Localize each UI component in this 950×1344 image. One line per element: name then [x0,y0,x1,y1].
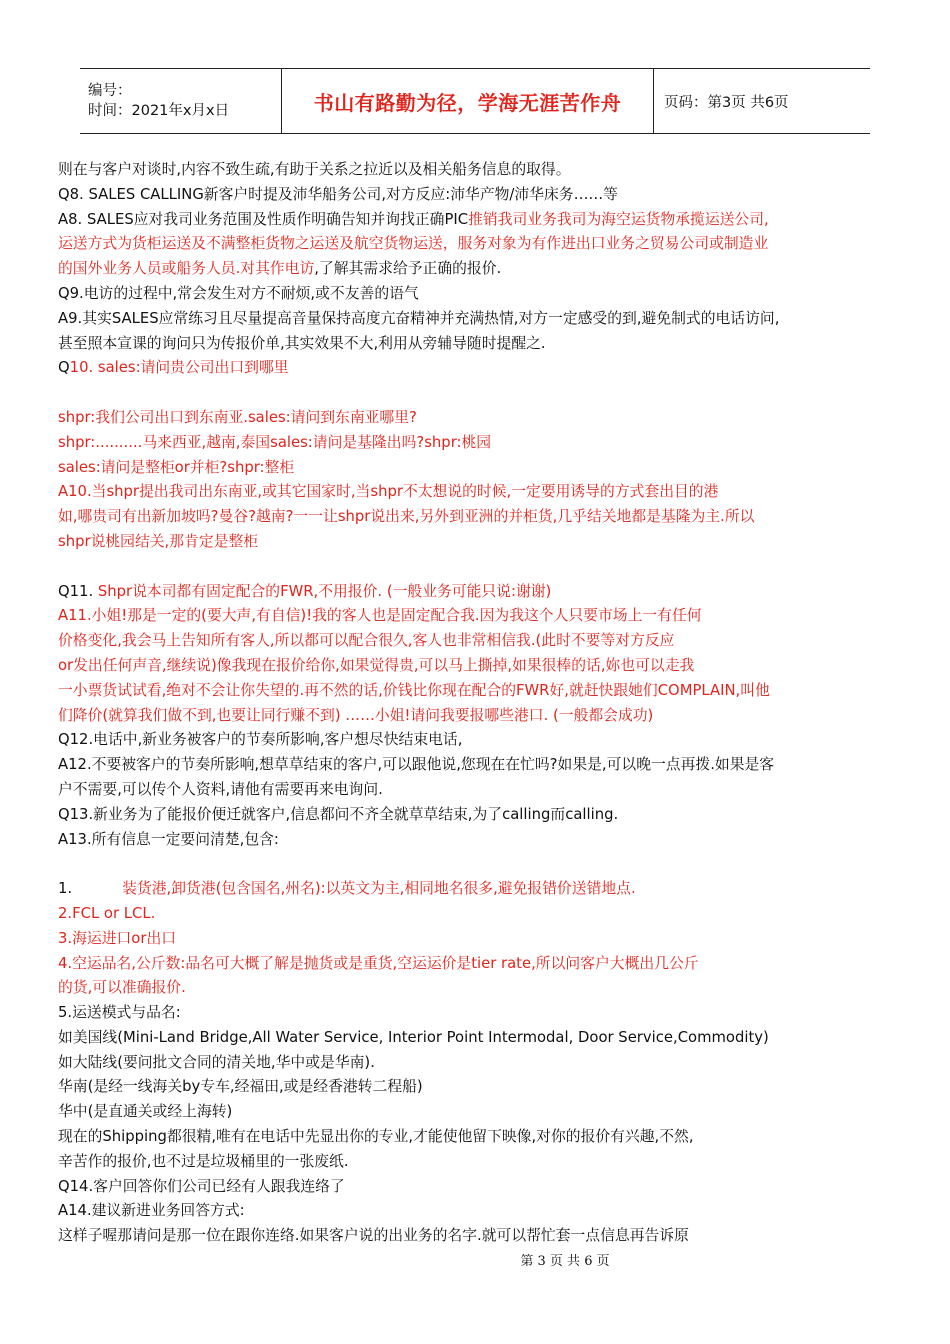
text-segment: Q13.新业务为了能报价便迁就客户,信息都问不齐全就草草结束,为了calling而calling. [58,805,619,823]
text-segment: A9.其实SALES应常练习且尽量提高音量保持高度亢奋精神并充满热情,对方一定感受的到,避免制式的电话访问, [58,309,780,327]
header-info [80,69,282,133]
text-segment: ,了解其需求给予正确的报价. [314,260,502,278]
motto-text: 书山有路勤为径，学海无涯苦作舟 [313,90,622,115]
page-header [80,68,870,134]
text-line [58,257,890,282]
text-line [58,1075,890,1100]
text-line [58,877,890,902]
text-segment: 如,哪贵司有出新加坡吗?曼谷?越南?一一让shpr说出来,另外到亚洲的并柜货,几乎结关地都是基隆为主.所以 [58,508,755,526]
text-line [58,1001,890,1026]
text-line [58,704,890,729]
page-label: 页码：第3页 共6页 [664,94,789,111]
text-segment: 3.海运进口or出口 [58,929,177,947]
text-line [58,555,890,580]
text-segment: shpr说桃园结关,那肯定是整柜 [58,532,259,550]
text-segment: 则在与客户对谈时,内容不致生疏,有助于关系之拉近以及相关船务信息的取得。 [58,161,571,178]
code-label: 编号： [88,83,132,99]
text-segment: shpr:..........马来西亚,越南,泰国sales:请问是基隆出吗?shpr:桃园 [58,433,492,451]
text-line [58,902,890,927]
text-segment: sales:请问是整柜or并柜?shpr:整柜 [58,458,295,476]
text-segment: or发出任何声音,继续说)像我现在报价给你,如果觉得贵,可以马上撕掉,如果很棒的话,妳也可以走我 [58,656,695,674]
text-segment: Q [58,359,70,377]
text-line [58,480,890,505]
text-segment: 华南(是经一线海关by专车,经福田,或是经香港转二程船) [58,1078,423,1096]
text-segment: Q12.电话中,新业务被客户的节奏所影响,客户想尽快结束电话, [58,731,463,749]
text-line [58,778,890,803]
text-segment: 10. sales:请问贵公司出口到哪里 [69,359,289,377]
text-line [58,1224,890,1249]
text-segment: Q8. SALES CALLING新客户时提及沛华船务公司,对方反应:沛华产物/沛华床务……等 [58,185,618,203]
text-line [58,629,890,654]
text-line [58,952,890,977]
text-segment: 如美国线(Mini-Land Bridge,All Water Service, Interior Point Intermodal, Door Service,Commodity) [58,1028,769,1046]
time-label: 时间：2021年x月x日 [88,103,230,119]
text-line [58,1100,890,1125]
text-line [58,679,890,704]
text-segment: 运送方式为货柜运送及不满整柜货物之运送及航空货物运送，服务对象为有作进出口业务之贸易公司或制造业 [58,235,769,253]
text-line [58,158,890,183]
text-segment: Q14.客户回答你们公司已经有人跟我连络了 [58,1177,345,1195]
text-line [58,828,890,853]
text-line [58,208,890,233]
text-line [58,232,890,257]
text-segment: 辛苦作的报价,也不过是垃圾桶里的一张废纸. [58,1152,349,1170]
text-segment: Q9.电访的过程中,常会发生对方不耐烦,或不友善的语气 [58,284,419,302]
text-segment: 价格变化,我会马上告知所有客人,所以都可以配合很久,客人也非常相信我.(此时不要等对方反应 [58,632,675,650]
text-line [58,852,890,877]
text-line [58,356,890,381]
text-segment: 们降价(就算我们做不到,也要让同行赚不到) ……小姐!请问我要报哪些港口. (一般都会成功) [58,706,654,724]
text-line [58,1199,890,1224]
header-page [654,69,870,133]
text-segment: 如大陆线(要问批文合同的清关地,华中或是华南). [58,1053,375,1071]
text-segment: A8. SALES应对我司业务范围及性质作明确告知并询找正确PIC [58,210,469,228]
text-line [58,803,890,828]
text-segment: 4.空运品名,公斤数:品名可大概了解是抛货或是重货,空运运价是tier rate,所以问客户大概出几公斤 [58,954,699,972]
text-segment: 一小票货试试看,绝对不会让你失望的.再不然的话,价钱比你现在配合的FWR好,就赶快跟她们COMPLAIN,叫他 [58,681,770,699]
text-segment: 1. [58,880,73,898]
text-segment: A14.建议新进业务回答方式: [58,1202,245,1220]
text-line [58,1026,890,1051]
text-line [58,753,890,778]
text-segment: 户不需要,可以传个人资料,请他有需要再来电询问. [58,780,383,798]
text-line [58,1175,890,1200]
text-segment: Shpr说本司都有固定配合的FWR,不用报价. (一般业务可能只说:谢谢) [97,582,552,600]
text-segment: Q11. [58,582,98,600]
header-motto [282,69,654,133]
text-line [58,431,890,456]
text-segment: shpr:我们公司出口到东南亚.sales:请问到东南亚哪里? [58,408,417,426]
text-segment: 的货,可以准确报价. [58,979,186,997]
text-segment: 的国外业务人员或船务人员.对其作电访 [58,260,315,278]
text-line [58,406,890,431]
text-line [58,728,890,753]
text-segment: A12.不要被客户的节奏所影响,想草草结束的客户,可以跟他说,您现在在忙吗?如果是,可以晚一点再拨.如果是客 [58,756,775,774]
text-line [58,580,890,605]
text-segment: A11.小姐!那是一定的(要大声,有自信)!我的客人也是固定配合我.因为我这个人只要市场上一有任何 [58,607,702,625]
text-segment: 2.FCL or LCL. [58,904,156,922]
text-line [58,604,890,629]
text-line [58,1150,890,1175]
text-segment: 推销我司业务我司为海空运货物承揽运送公司, [468,210,769,228]
text-segment: 装货港,卸货港(包含国名,州名):以英文为主,相同地名很多,避免报错价送错地点. [122,880,636,898]
text-line [58,505,890,530]
page-footer: 第 3 页 共 6 页 [520,1254,610,1269]
text-line [58,332,890,357]
text-line [58,183,890,208]
text-segment: 华中(是直通关或经上海转) [58,1103,233,1121]
text-line [58,282,890,307]
document-body [58,158,890,1249]
text-line [58,976,890,1001]
text-line [58,927,890,952]
text-line [58,381,890,406]
text-line [58,1051,890,1076]
text-segment: A13.所有信息一定要问清楚,包含: [58,830,279,848]
text-line [58,530,890,555]
text-line [58,456,890,481]
text-segment: 这样子喔那请问是那一位在跟你连络.如果客户说的出业务的名字.就可以帮忙套一点信息再告诉原 [58,1227,689,1245]
text-line [58,1125,890,1150]
text-line [58,307,890,332]
text-segment: 5.运送模式与品名: [58,1004,181,1022]
text-segment: 现在的Shipping都很精,唯有在电话中先显出你的专业,才能使他留下映像,对你的报价有兴趣,不然, [58,1128,694,1146]
text-segment: 甚至照本宣课的询问只为传报价单,其实效果不大,利用从旁辅导随时提醒之. [58,334,546,352]
text-segment: A10.当shpr提出我司出东南亚,或其它国家时,当shpr不太想说的时候,一定要用诱导的方式套出目的港 [58,483,719,501]
text-line [58,654,890,679]
